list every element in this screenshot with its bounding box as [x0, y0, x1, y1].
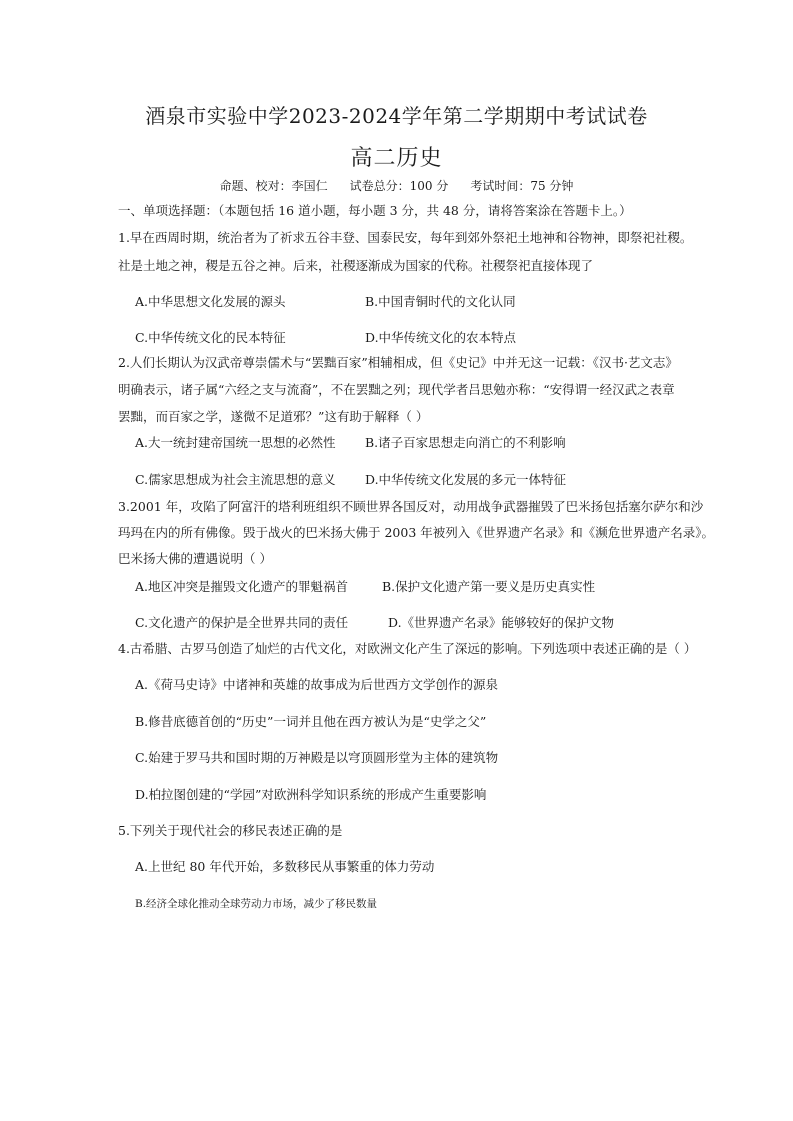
question-4-line-1: 4.古希腊、古罗马创造了灿烂的古代文化，对欧洲文化产生了深远的影响。下列选项中表述正确的是（ ） — [118, 641, 697, 656]
question-5-line-1: 5.下列关于现代社会的移民表述正确的是 — [118, 823, 343, 838]
question-2-option-d: D.中华传统文化发展的多元一体特征 — [365, 472, 567, 487]
question-3-option-b: B.保护文化遗产第一要义是历史真实性 — [382, 579, 596, 594]
question-3-option-d: D.《世界遗产名录》能够较好的保护文物 — [388, 615, 615, 630]
question-2-option-b: B.诸子百家思想走向消亡的不利影响 — [365, 435, 566, 450]
question-1-option-d: D.中华传统文化的农本特点 — [365, 330, 517, 345]
question-4-option-a: A.《荷马史诗》中诸神和英雄的故事成为后世西方文学创作的源泉 — [135, 677, 499, 692]
exam-total-score: 试卷总分：100 分 — [349, 179, 449, 193]
exam-author: 命题、校对：李国仁 — [219, 179, 328, 193]
question-1-line-1: 1.早在西周时期，统治者为了祈求五谷丰登、国泰民安，每年到郊外祭祀土地神和谷物神，即祭祀社稷。 — [118, 230, 693, 245]
question-3-line-1: 3.2001 年，攻陷了阿富汗的塔利班组织不顾世界各国反对，动用战争武器摧毁了巴米扬包括塞尔萨尔和沙 — [118, 499, 704, 514]
question-2-line-2: 明确表示，诸子属“六经之支与流裔”，不在罢黜之列；现代学者吕思勉亦称：“安得谓一经汉武之表章 — [118, 382, 675, 397]
section-heading: 一、单项选择题：（本题包括 16 道小题，每小题 3 分，共 48 分，请将答案涂在答题卡上。） — [118, 203, 632, 218]
question-3-option-c: C.文化遗产的保护是全世界共同的责任 — [135, 615, 349, 630]
question-5-option-a: A.上世纪 80 年代开始，多数移民从事繁重的体力劳动 — [135, 859, 435, 874]
question-1-line-2: 社是土地之神，稷是五谷之神。后来，社稷逐渐成为国家的代称。社稷祭祀直接体现了 — [118, 258, 594, 273]
exam-title: 酒泉市实验中学2023-2024学年第二学期期中考试试卷 — [145, 104, 648, 128]
question-2-option-c: C.儒家思想成为社会主流思想的意义 — [135, 472, 336, 487]
exam-subject: 高二历史 — [350, 146, 443, 171]
question-2-line-3: 罢黜，而百家之学，遂微不足道邪？”这有助于解释（ ） — [118, 409, 429, 424]
question-4-option-d: D.柏拉图创建的“学园”对欧洲科学知识系统的形成产生重要影响 — [135, 787, 487, 802]
exam-info — [0, 177, 793, 194]
question-4-option-b: B.修昔底德首创的“历史”一词并且他在西方被认为是“史学之父” — [135, 714, 487, 729]
question-2-line-1: 2.人们长期认为汉武帝尊崇儒术与“罢黜百家”相辅相成，但《史记》中并无这一记载：《汉书·艺文志》 — [118, 355, 678, 370]
question-2-option-a: A.大一统封建帝国统一思想的必然性 — [135, 435, 336, 450]
question-1-option-c: C.中华传统文化的民本特征 — [135, 330, 286, 345]
question-3-line-2: 玛玛在内的所有佛像。毁于战火的巴米扬大佛于 2003 年被列入《世界遗产名录》和《濒危世界遗产名录》。 — [118, 525, 715, 540]
question-3-line-3: 巴米扬大佛的遭遇说明（ ） — [118, 551, 272, 566]
question-5-option-b: B.经济全球化推动全球劳动力市场，减少了移民数量 — [135, 898, 378, 910]
exam-time: 考试时间：75 分钟 — [470, 179, 574, 193]
question-4-option-c: C.始建于罗马共和国时期的万神殿是以穹顶圆形堂为主体的建筑物 — [135, 750, 499, 765]
question-1-option-b: B.中国青铜时代的文化认同 — [365, 294, 516, 309]
question-3-option-a: A.地区冲突是摧毁文化遗产的罪魁祸首 — [135, 579, 349, 594]
question-1-option-a: A.中华思想文化发展的源头 — [135, 294, 286, 309]
